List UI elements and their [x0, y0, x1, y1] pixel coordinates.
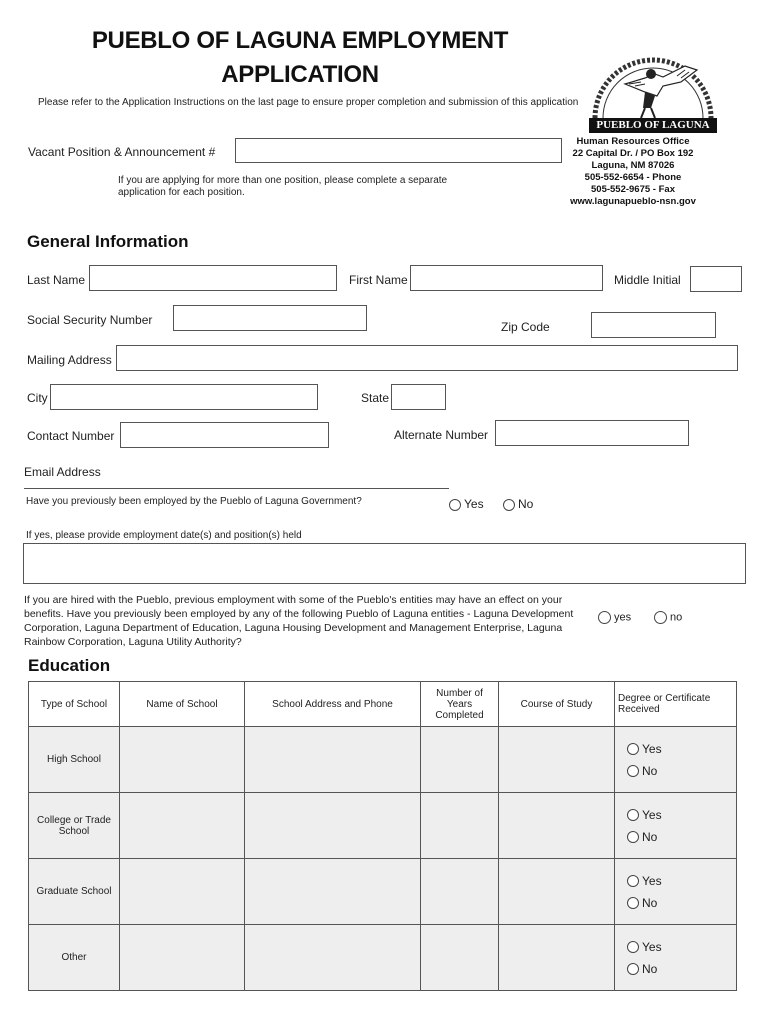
degree-cell: [615, 727, 737, 793]
last-name-input[interactable]: [89, 265, 337, 291]
logo-banner: PUEBLO OF LAGUNA: [589, 118, 717, 133]
mailing-address-label: Mailing Address: [27, 353, 112, 367]
no-label: No: [642, 895, 658, 910]
vacancy-note-line-2: application for each position.: [118, 187, 245, 198]
degree-cell: [615, 925, 737, 991]
city-label: City: [27, 391, 48, 405]
zip-code-label: Zip Code: [501, 320, 550, 334]
school-address-cell[interactable]: [245, 793, 421, 859]
degree-yes-option[interactable]: [627, 738, 734, 760]
education-header-row: [29, 682, 737, 727]
prev-dates-input[interactable]: [23, 543, 746, 584]
office-website: www.lagunapueblo-nsn.gov: [570, 196, 696, 207]
instructions-text: Please refer to the Application Instructions on the last page to ensure proper completion and submission of this application: [38, 97, 579, 108]
radio-icon[interactable]: [627, 897, 639, 909]
first-name-label: First Name: [349, 273, 408, 287]
education-table: [28, 681, 737, 991]
school-type-cell: Graduate School: [29, 859, 120, 925]
radio-icon[interactable]: [627, 765, 639, 777]
entities-question: [24, 593, 594, 649]
title-line-1: PUEBLO OF LAGUNA EMPLOYMENT: [91, 27, 509, 54]
radio-icon[interactable]: [503, 499, 515, 511]
office-address: 22 Capital Dr. / PO Box 192: [572, 148, 694, 159]
alternate-number-input[interactable]: [495, 420, 689, 446]
course-of-study-cell[interactable]: [499, 925, 615, 991]
school-name-cell[interactable]: [120, 793, 245, 859]
radio-icon[interactable]: [627, 875, 639, 887]
col-name-of-school: Name of School: [120, 682, 245, 727]
radio-icon[interactable]: [449, 499, 461, 511]
school-type-cell: Other: [29, 925, 120, 991]
degree-no-option[interactable]: [627, 826, 734, 848]
office-phone: 505-552-6654 - Phone: [584, 172, 682, 183]
years-completed-cell[interactable]: [421, 793, 499, 859]
entities-line-3: Corporation, Laguna Department of Education, Laguna Housing Development and Management Enterprise, Laguna: [24, 622, 563, 634]
radio-icon[interactable]: [627, 941, 639, 953]
no-label: No: [642, 961, 658, 976]
no-label: No: [642, 763, 658, 778]
entities-no-option[interactable]: [654, 611, 682, 624]
table-row: [29, 925, 737, 991]
yes-label: Yes: [642, 873, 662, 888]
school-address-cell[interactable]: [245, 727, 421, 793]
pueblo-logo: [585, 44, 721, 134]
vacancy-note: [118, 175, 447, 199]
vacancy-note-line-1: If you are applying for more than one position, please complete a separate: [118, 175, 448, 186]
general-information-heading: General Information: [27, 232, 189, 251]
first-name-input[interactable]: [410, 265, 603, 291]
radio-icon[interactable]: [627, 743, 639, 755]
ssn-input[interactable]: [173, 305, 367, 331]
last-name-label: Last Name: [27, 273, 86, 287]
state-input[interactable]: [391, 384, 446, 410]
table-row: [29, 859, 737, 925]
years-completed-cell[interactable]: [421, 859, 499, 925]
email-input-line[interactable]: [24, 488, 449, 489]
prev-dates-label: If yes, please provide employment date(s) and position(s) held: [26, 530, 302, 541]
no-label: No: [518, 497, 534, 511]
col-years-completed: Number of Years Completed: [421, 682, 499, 727]
office-name: Human Resources Office: [576, 136, 690, 147]
page-title: [40, 24, 560, 92]
prev-employed-no-option[interactable]: [503, 497, 533, 511]
email-label: Email Address: [24, 465, 101, 479]
yes-label: Yes: [642, 807, 662, 822]
degree-no-option[interactable]: [627, 760, 734, 782]
school-name-cell[interactable]: [120, 859, 245, 925]
prev-employed-yes-option[interactable]: [449, 497, 484, 511]
entities-yes-option[interactable]: [598, 611, 631, 624]
middle-initial-label: Middle Initial: [614, 273, 681, 287]
state-label: State: [361, 391, 390, 405]
ssn-label: Social Security Number: [27, 313, 153, 327]
radio-icon[interactable]: [627, 963, 639, 975]
office-city: Laguna, NM 87026: [591, 160, 675, 171]
alternate-number-label: Alternate Number: [394, 428, 489, 442]
degree-cell: [615, 793, 737, 859]
vacant-position-label: Vacant Position & Announcement #: [28, 145, 216, 159]
course-of-study-cell[interactable]: [499, 727, 615, 793]
school-name-cell[interactable]: [120, 727, 245, 793]
title-line-2: APPLICATION: [221, 61, 379, 88]
no-label: no: [670, 611, 683, 624]
school-address-cell[interactable]: [245, 859, 421, 925]
col-course-of-study: Course of Study: [499, 682, 615, 727]
degree-no-option[interactable]: [627, 892, 734, 914]
course-of-study-cell[interactable]: [499, 793, 615, 859]
radio-icon[interactable]: [627, 831, 639, 843]
years-completed-cell[interactable]: [421, 727, 499, 793]
zip-code-input[interactable]: [591, 312, 716, 338]
entities-line-4: Rainbow Corporation, Laguna Utility Authority?: [24, 636, 242, 648]
table-row: [29, 793, 737, 859]
entities-line-2: benefits. Have you previously been employed by any of the following Pueblo of Laguna entities - Laguna Development: [24, 608, 574, 620]
yes-label: Yes: [464, 497, 484, 511]
degree-cell: [615, 859, 737, 925]
no-label: No: [642, 829, 658, 844]
degree-yes-option[interactable]: [627, 804, 734, 826]
middle-initial-input[interactable]: [690, 266, 742, 292]
school-name-cell[interactable]: [120, 925, 245, 991]
yes-label: yes: [614, 611, 632, 624]
course-of-study-cell[interactable]: [499, 859, 615, 925]
degree-yes-option[interactable]: [627, 936, 734, 958]
radio-icon[interactable]: [654, 611, 667, 624]
school-type-cell: College or Trade School: [29, 793, 120, 859]
col-school-address: School Address and Phone: [245, 682, 421, 727]
contact-number-input[interactable]: [120, 422, 329, 448]
yes-label: Yes: [642, 741, 662, 756]
city-input[interactable]: [50, 384, 318, 410]
degree-no-option[interactable]: [627, 958, 734, 980]
school-type-cell: High School: [29, 727, 120, 793]
years-completed-cell[interactable]: [421, 925, 499, 991]
prev-employed-question: Have you previously been employed by the Pueblo of Laguna Government?: [26, 496, 362, 507]
school-address-cell[interactable]: [245, 925, 421, 991]
table-row: [29, 727, 737, 793]
office-fax: 505-552-9675 - Fax: [591, 184, 675, 195]
col-type-of-school: Type of School: [29, 682, 120, 727]
degree-yes-option[interactable]: [627, 870, 734, 892]
yes-label: Yes: [642, 939, 662, 954]
radio-icon[interactable]: [627, 809, 639, 821]
vacant-position-input[interactable]: [235, 138, 562, 163]
education-heading: Education: [28, 656, 111, 675]
entities-line-1: If you are hired with the Pueblo, previous employment with some of the Pueblo's entities may have an effect on your: [24, 594, 563, 606]
hr-office-info: [548, 136, 718, 208]
mailing-address-input[interactable]: [116, 345, 738, 371]
col-degree-received: Degree or Certificate Received: [615, 682, 737, 727]
contact-number-label: Contact Number: [27, 429, 115, 443]
radio-icon[interactable]: [598, 611, 611, 624]
